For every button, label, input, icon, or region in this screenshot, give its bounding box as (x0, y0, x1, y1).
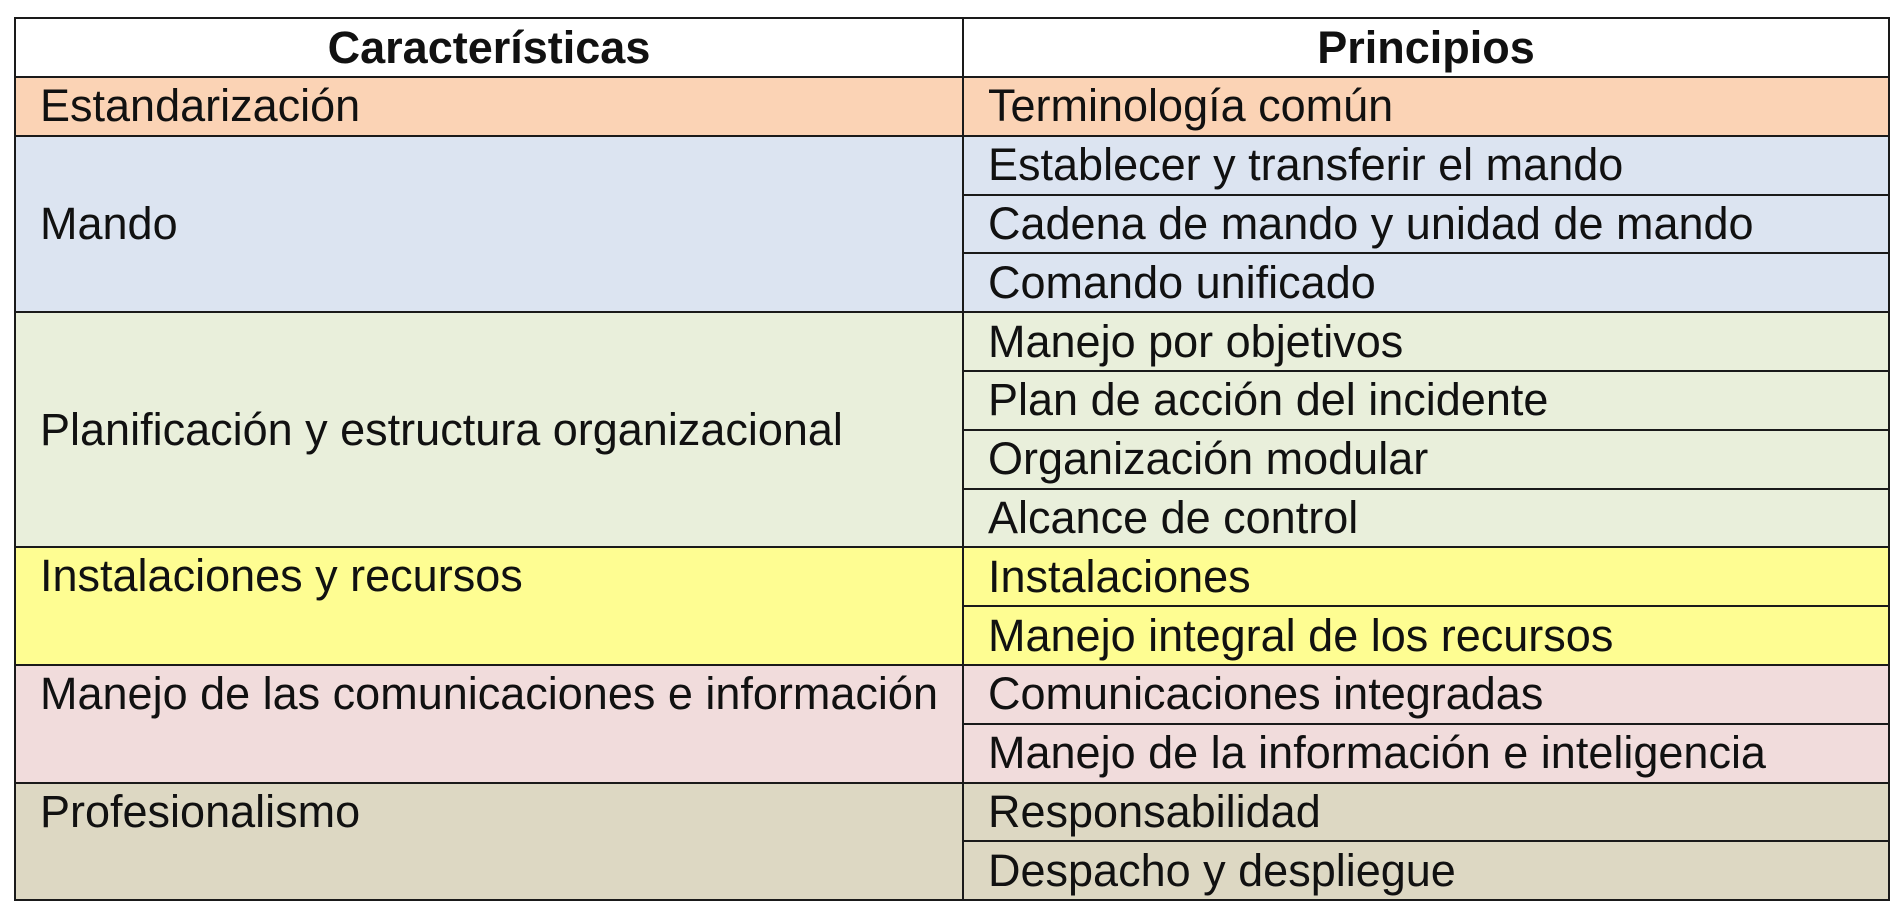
principle-cell: Terminología común (963, 77, 1889, 136)
principle-cell: Comunicaciones integradas (963, 665, 1889, 724)
table-row (15, 312, 1889, 371)
characteristic-cell: Instalaciones y recursos (15, 547, 963, 665)
principle-cell: Responsabilidad (963, 783, 1889, 842)
characteristic-cell: Planificación y estructura organizacional (15, 312, 963, 547)
principle-cell: Establecer y transferir el mando (963, 136, 1889, 195)
ics-table-container (14, 17, 1888, 901)
table-row (15, 547, 1889, 606)
principle-cell: Instalaciones (963, 547, 1889, 606)
table-body (15, 77, 1889, 900)
table-row (15, 136, 1889, 195)
table-row (15, 665, 1889, 724)
table-row (15, 783, 1889, 842)
table-row (15, 77, 1889, 136)
header-row (15, 18, 1889, 77)
header-principles: Principios (963, 18, 1889, 77)
characteristics-principles-table (14, 17, 1890, 901)
principle-cell: Manejo por objetivos (963, 312, 1889, 371)
principle-cell: Cadena de mando y unidad de mando (963, 195, 1889, 254)
characteristic-cell: Estandarización (15, 77, 963, 136)
principle-cell: Manejo integral de los recursos (963, 606, 1889, 665)
header-characteristics: Características (15, 18, 963, 77)
characteristic-cell: Profesionalismo (15, 783, 963, 901)
principle-cell: Plan de acción del incidente (963, 371, 1889, 430)
characteristic-cell: Mando (15, 136, 963, 312)
principle-cell: Alcance de control (963, 489, 1889, 548)
principle-cell: Organización modular (963, 430, 1889, 489)
principle-cell: Comando unificado (963, 253, 1889, 312)
principle-cell: Manejo de la información e inteligencia (963, 724, 1889, 783)
characteristic-cell: Manejo de las comunicaciones e información (15, 665, 963, 783)
principle-cell: Despacho y despliegue (963, 841, 1889, 900)
